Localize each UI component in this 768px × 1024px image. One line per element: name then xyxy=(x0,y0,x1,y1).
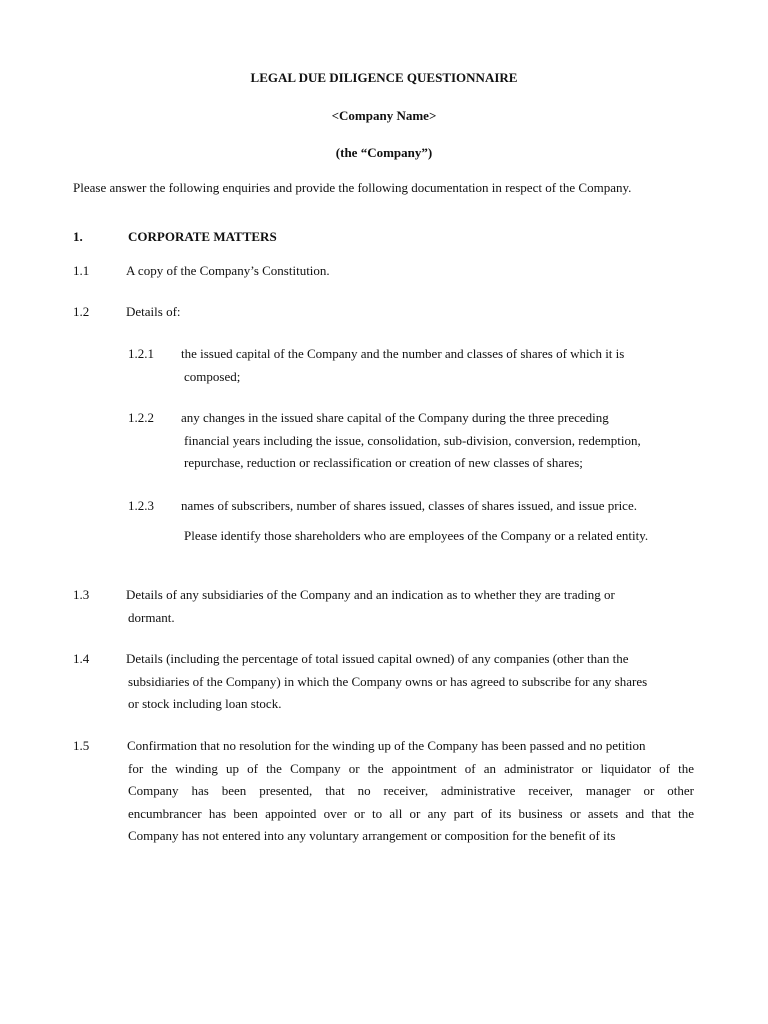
subitem-line: names of subscribers, number of shares issued, classes of shares issued, and issue price. xyxy=(181,498,637,513)
subitem-line: financial years including the issue, consolidation, sub-division, conversion, redemption, xyxy=(184,432,641,448)
subitem-line: repurchase, reduction or reclassification or creation of new classes of shares; xyxy=(184,455,583,470)
subitem-number: 1.2.1 xyxy=(128,346,154,361)
item-line: subsidiaries of the Company) in which the Company owns or has agreed to subscribe for any shares xyxy=(128,673,648,689)
subitem-number: 1.2.2 xyxy=(128,410,154,425)
subitem-line: the issued capital of the Company and the number and classes of shares of which it is xyxy=(181,346,625,361)
item-number: 1.5 xyxy=(73,738,90,753)
item-line: for the winding up of the Company or the appointment of an administrator or liquidator of the xyxy=(128,760,694,776)
item-1-3 xyxy=(126,584,706,629)
intro-paragraph: Please answer the following enquiries and provide the following documentation in respect of the Company. xyxy=(73,180,632,195)
document-title: LEGAL DUE DILIGENCE QUESTIONNAIRE xyxy=(250,70,518,85)
company-alias: (the “Company”) xyxy=(335,145,433,160)
subitem-note: Please identify those shareholders who are employees of the Company or a related entity. xyxy=(184,528,649,543)
item-number: 1.4 xyxy=(73,651,90,666)
subitem-1-2-1 xyxy=(181,343,681,388)
item-line: encumbrancer has been appointed over or to all or any part of its business or assets and that the xyxy=(128,805,694,821)
item-1-4 xyxy=(126,648,706,716)
subitem-1-2-2 xyxy=(181,407,691,475)
item-1-5 xyxy=(127,735,694,848)
item-text: A copy of the Company’s Constitution. xyxy=(126,263,330,278)
item-line: Confirmation that no resolution for the winding up of the Company has been passed and no petition xyxy=(127,738,646,753)
section-number: 1. xyxy=(73,229,83,244)
item-line: or stock including loan stock. xyxy=(128,696,282,711)
company-name-placeholder: <Company Name> xyxy=(331,108,437,123)
item-number: 1.3 xyxy=(73,587,90,602)
item-line: Details (including the percentage of total issued capital owned) of any companies (other than the xyxy=(126,651,629,666)
subitem-line: composed; xyxy=(184,368,241,384)
item-text: Details of: xyxy=(126,304,181,319)
item-line: dormant. xyxy=(128,609,175,625)
subitem-number: 1.2.3 xyxy=(128,498,154,513)
section-heading: CORPORATE MATTERS xyxy=(128,229,277,244)
item-line: Company has been presented, that no receiver, administrative receiver, manager or other xyxy=(128,783,694,798)
subitem-line: any changes in the issued share capital of the Company during the three preceding xyxy=(181,410,609,425)
item-number: 1.2 xyxy=(73,304,90,319)
item-line: Details of any subsidiaries of the Company and an indication as to whether they are trading or xyxy=(126,587,615,602)
item-number: 1.1 xyxy=(73,263,90,278)
item-line: Company has not entered into any voluntary arrangement or composition for the benefit of its xyxy=(128,828,616,843)
